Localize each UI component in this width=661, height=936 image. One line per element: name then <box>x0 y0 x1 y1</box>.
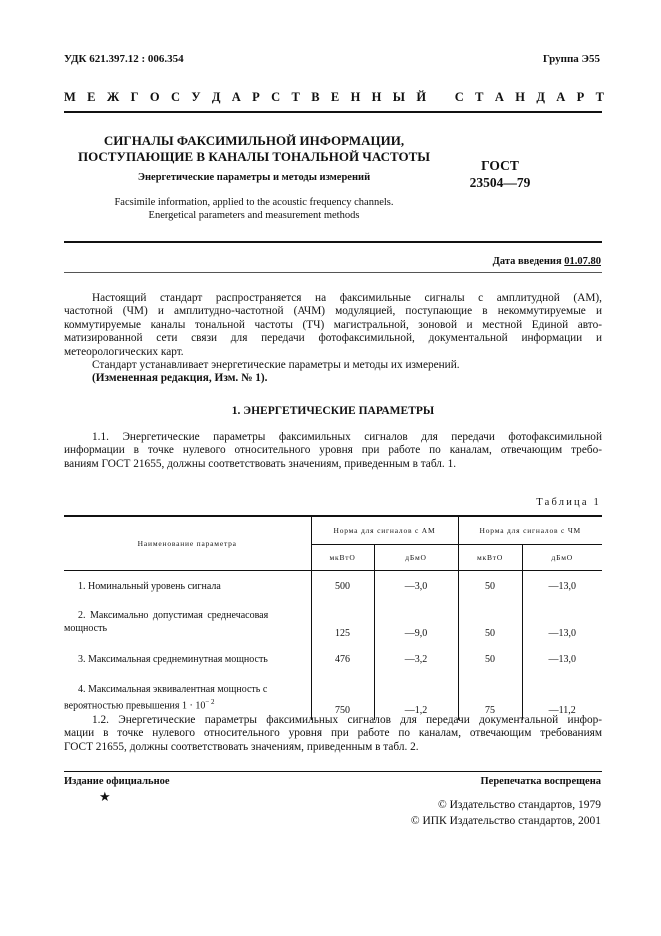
parameter-name-line-2 <box>64 696 311 712</box>
intro-amendment: (Измененная редакция, Изм. № 1). <box>92 372 268 385</box>
intro-line-4: матизированной сети связи для передачи фотофаксимильной, документальной информации и <box>64 332 602 345</box>
fm-dbm-value: —13,0 <box>548 653 576 665</box>
official-edition: Издание официальное <box>64 776 170 787</box>
standard-letter: Т <box>595 90 604 104</box>
document-subtitle: Энергетические параметры и методы измерений <box>137 172 371 183</box>
intro-line-3: коммутируемые каналы тональной частоты (ТЧ) магистральной, зоновой и местной Единой авто- <box>64 318 602 331</box>
interstate-letter: Д <box>211 90 221 104</box>
gost-number: 23504—79 <box>469 175 531 190</box>
parameter-name-exponent: − 2 <box>205 698 215 707</box>
am-mkvt-value: 476 <box>311 642 374 676</box>
parameter-name-line-2: мощность <box>64 623 107 634</box>
udk-code: УДК 621.397.12 : 006.354 <box>64 53 184 65</box>
table-1-caption: Таблица 1 <box>536 497 601 508</box>
intro-line-5: метеорологических карт. <box>64 345 184 358</box>
english-title-line-2: Energetical parameters and measurement methods <box>148 210 360 221</box>
intro-text <box>64 292 602 386</box>
interstate-letter: Ж <box>106 90 120 104</box>
interstate-letter: А <box>231 90 241 104</box>
fm-dbm-value: —13,0 <box>548 628 576 639</box>
interstate-letter: С <box>170 90 180 104</box>
parameter-name-line-1: 3. Максимальная среднеминутная мощность <box>78 653 268 665</box>
introduction-date-value: 01.07.80 <box>564 256 601 267</box>
am-mkvt-value: 750 <box>311 676 374 720</box>
parameter-name <box>64 570 311 602</box>
fm-mkvt-value: 50 <box>458 570 522 602</box>
standard-type-heading <box>64 90 604 105</box>
group-code: Группа Э55 <box>542 53 600 65</box>
am-mkvt-value: 125 <box>311 602 374 642</box>
copyright-1979: © Издательство стандартов, 1979 <box>437 799 601 811</box>
interstate-letter: Е <box>87 90 96 104</box>
paragraph-1-1 <box>64 431 602 471</box>
interstate-letter: У <box>191 90 201 104</box>
star-icon: ★ <box>99 789 111 804</box>
parameter-name-line-1: 4. Максимальная эквивалентная мощность с <box>78 684 268 696</box>
am-dbm-value: —3,0 <box>374 570 458 602</box>
unit-header-am-dbm: дБмО <box>374 544 458 570</box>
interstate-letter: Г <box>130 90 139 104</box>
intro-line-2: частотной (ЧМ) и амплитудно-частотной (АЧМ) модуляцией, поступающие в некоммутируемые и <box>64 305 602 318</box>
table-row <box>64 642 602 676</box>
column-header-am: Норма для сигналов с АМ <box>311 517 458 544</box>
am-dbm-value: —3,2 <box>374 642 458 676</box>
intro-scope: Стандарт устанавливает энергетические параметры и методы их измерений. <box>92 359 460 372</box>
paragraph-1-2 <box>64 714 602 754</box>
introduction-date <box>400 256 601 267</box>
copyright-2001: © ИПК Издательство стандартов, 2001 <box>410 815 601 827</box>
document-title <box>64 133 444 165</box>
interstate-letter: С <box>271 90 281 104</box>
date-rule <box>64 272 602 273</box>
reprint-prohibited: Перепечатка воспрещена <box>480 776 601 787</box>
interstate-letter: Е <box>330 90 340 104</box>
parameter-name-line-1: 1. Номинальный уровень сигнала <box>78 580 221 592</box>
word-gap <box>437 90 443 105</box>
standard-letter: А <box>494 90 504 104</box>
title-rule <box>64 241 602 243</box>
parameter-name-text: вероятностью превышения 1 · 10 <box>64 700 206 712</box>
standard-letter: Р <box>576 90 585 104</box>
fm-dbm-value: —13,0 <box>548 580 576 592</box>
intro-line-1: Настоящий стандарт распространяется на факсимильные сигналы с амплитудной (АМ), <box>92 292 602 304</box>
standard-letter: С <box>454 90 464 104</box>
paragraph-1-1-line-1: 1.1. Энергетические параметры факсимильных сигналов для передачи фотофаксимильной <box>92 431 602 443</box>
paragraph-1-1-line-2: информации в точке нулевого относительного уровня при работе по каналам, отвечающим требо- <box>64 444 602 457</box>
table-row <box>64 602 602 642</box>
interstate-letter: Н <box>350 90 361 104</box>
title-line-2: ПОСТУПАЮЩИЕ В КАНАЛЫ ТОНАЛЬНОЙ ЧАСТОТЫ <box>77 149 431 164</box>
unit-header-fm-dbm: дБмО <box>522 544 602 570</box>
introduction-date-label: Дата введения <box>492 256 562 267</box>
section-1-heading: 1. ЭНЕРГЕТИЧЕСКИЕ ПАРАМЕТРЫ <box>231 405 435 417</box>
english-title <box>64 196 444 222</box>
am-dbm-value: —9,0 <box>374 602 458 642</box>
interstate-letter: Р <box>252 90 260 104</box>
paragraph-1-2-line-1: 1.2. Энергетические параметры факсимильных сигналов для передачи документальной инфор- <box>92 714 602 726</box>
standard-letter: Т <box>475 90 484 104</box>
gost-label: ГОСТ <box>481 158 519 173</box>
standard-letter: А <box>556 90 566 104</box>
top-rule <box>64 111 602 113</box>
column-header-parameter: Наименование параметра <box>64 517 311 570</box>
interstate-letter: Т <box>291 90 300 104</box>
unit-header-am-mkvt: мкВтО <box>311 544 374 570</box>
parameter-name <box>64 642 311 676</box>
gost-designation <box>455 157 545 191</box>
english-title-line-1: Facsimile information, applied to the acoustic frequency channels. <box>114 197 394 208</box>
interstate-letter: О <box>149 90 160 104</box>
standard-letter: Д <box>536 90 545 104</box>
am-dbm-value: —1,2 <box>374 676 458 720</box>
fm-mkvt-value: 50 <box>458 642 522 676</box>
am-mkvt-value: 500 <box>311 570 374 602</box>
paragraph-1-2-line-3: ГОСТ 21655, должны соответствовать значениям, приведенным в табл. 2. <box>64 740 419 753</box>
interstate-letter: М <box>64 90 76 104</box>
interstate-letter: Й <box>416 90 427 104</box>
parameter-name <box>64 602 311 642</box>
copyright-block <box>360 797 601 829</box>
column-header-fm: Норма для сигналов с ЧМ <box>458 517 602 544</box>
table-1 <box>64 515 602 720</box>
paragraph-1-2-line-2: мации в точке нулевого относительного уровня при работе по каналам, отвечающим требованиям <box>64 727 602 740</box>
footer-rule <box>64 771 602 772</box>
fm-mkvt-value: 75 <box>458 676 522 720</box>
standard-letter: Н <box>515 90 525 104</box>
parameter-name-line-1: 2. Максимально допустимая среднечасовая <box>78 610 269 621</box>
table-row <box>64 570 602 602</box>
fm-dbm-value: —11,2 <box>548 705 576 716</box>
paragraph-1-1-line-3: ваниям ГОСТ 21655, должны соответствовать значениям, приведенным в табл. 1. <box>64 457 457 470</box>
title-line-1: СИГНАЛЫ ФАКСИМИЛЬНОЙ ИНФОРМАЦИИ, <box>103 133 405 148</box>
interstate-letter: В <box>311 90 320 104</box>
interstate-letter: Н <box>371 90 382 104</box>
fm-mkvt-value: 50 <box>458 602 522 642</box>
interstate-letter: Ы <box>392 90 406 104</box>
unit-header-fm-mkvt: мкВтО <box>458 544 522 570</box>
